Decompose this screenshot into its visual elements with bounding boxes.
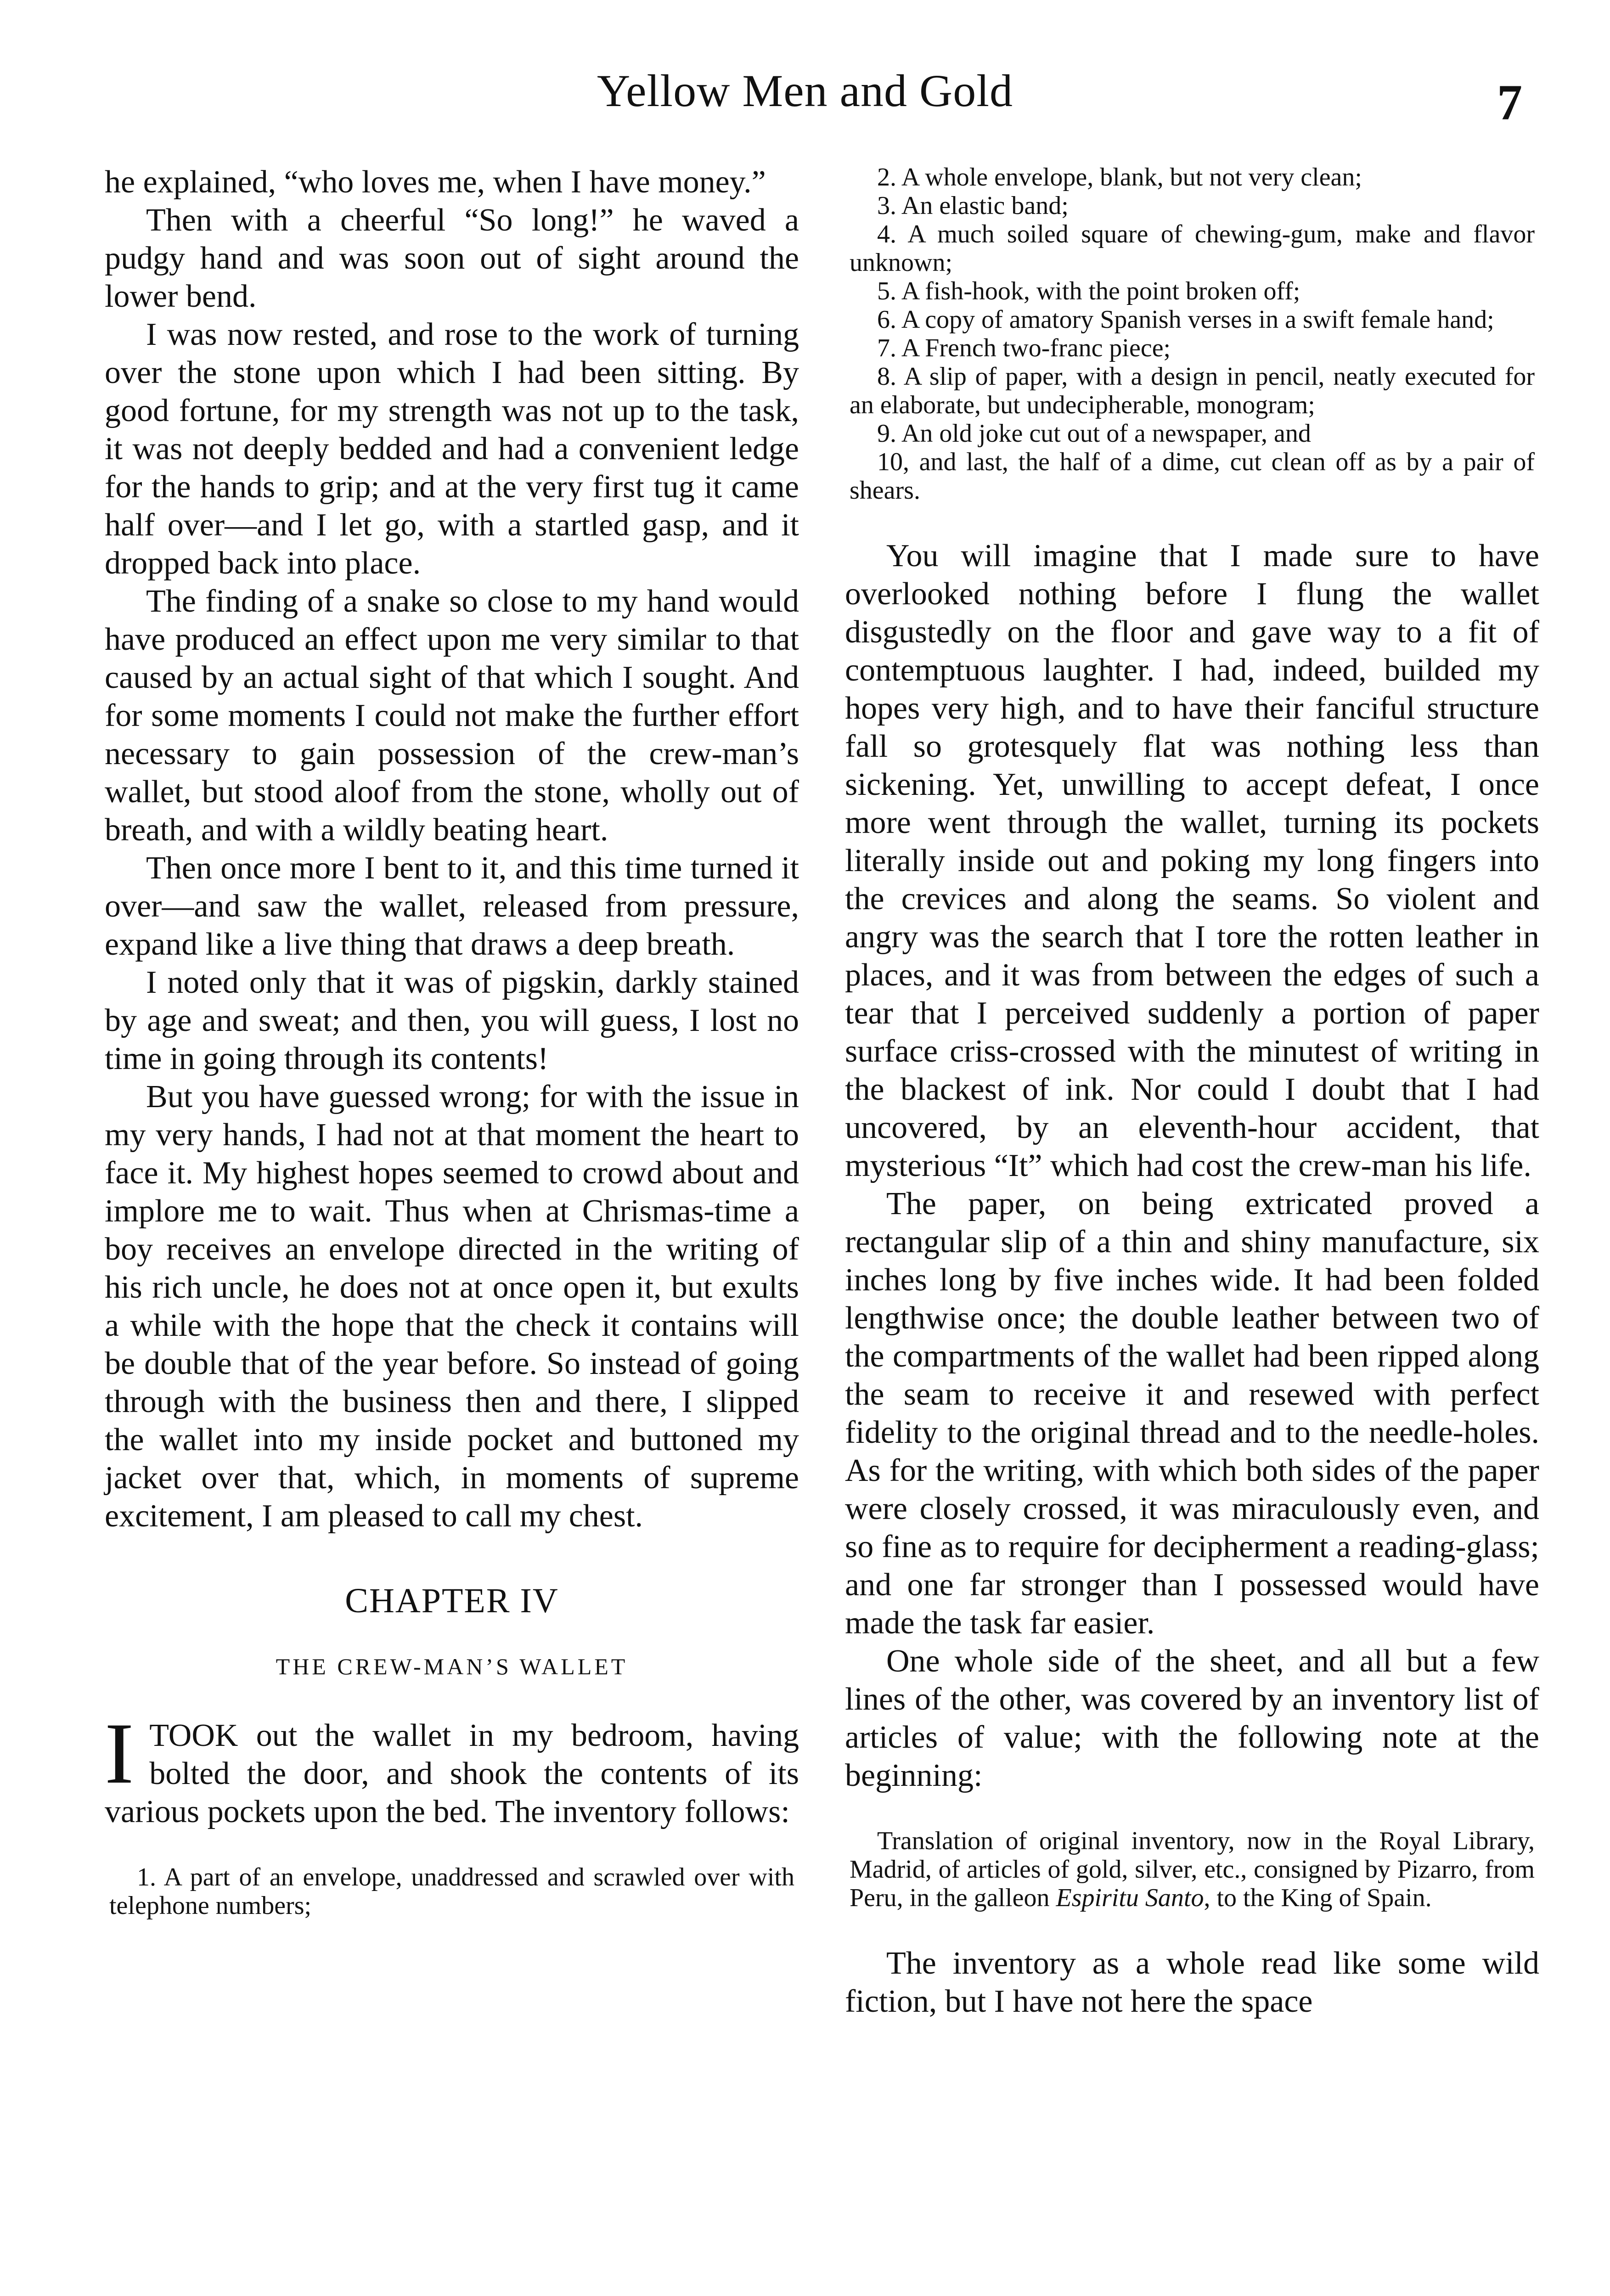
translation-note-text (850, 1827, 1535, 1912)
inventory-item: 7. A French two-franc piece; (877, 334, 1171, 362)
paragraph: One whole side of the sheet, and all but a few lines of the other, was covered by an inventory list of articles of value; with the following note at the beginning: (845, 1643, 1539, 1793)
translation-note (845, 1827, 1539, 1912)
paragraph: Then with a cheerful “So long!” he waved a pudgy hand and was soon out of sight around the lower bend. (105, 203, 799, 314)
paragraph: I noted only that it was of pigskin, darkly stained by age and sweat; and then, you will guess, I lost no time in going through its contents! (105, 965, 799, 1076)
inventory-item: 9. An old joke cut out of a newspaper, and (877, 419, 1311, 448)
inventory-item: 1. A part of an envelope, unaddressed and scrawled over with telephone numbers; (109, 1863, 794, 1920)
inventory-list (845, 163, 1539, 505)
drop-cap: I (105, 1705, 134, 1802)
chapter-subtitle: THE CREW-MAN’S WALLET (276, 1654, 628, 1679)
paragraph: The finding of a snake so close to my hand would have produced an effect upon me very similar to that caused by an actual sight of that which I sought. And for some moments I could not make the further effort necessary to gain possession of the crew-man’s wallet, but stood aloof from the stone, wholly out of breath, and with a wildly beating heart. (105, 584, 799, 848)
translation-note-start: Translation of original inventory, now in the Royal Library, Madrid, of articles of gold, silver, etc., consigned by Pizarro, from Peru, in the galleon (850, 1827, 1535, 1912)
inventory-item: 3. An elastic band; (877, 191, 1069, 220)
paragraph: I was now rested, and rose to the work of turning over the stone upon which I had been sitting. By good fortune, for my strength was not up to the task, it was not deeply bedded and had a convenient ledge for the hands to grip; and at the very first tug it came half over—and I let go, with a startled gasp, and it dropped back into place. (105, 317, 799, 581)
paragraph: Then once more I bent to it, and this time turned it over—and saw the wallet, released from pressure, expand like a live thing that draws a deep breath. (105, 850, 799, 962)
chapter-opening-paragraph (105, 1705, 799, 1831)
inventory-list-start (105, 1863, 799, 1920)
paragraph: The inventory as a whole read like some wild fiction, but I have not here the space (845, 1946, 1539, 2019)
inventory-item: 5. A fish-hook, with the point broken off; (877, 277, 1300, 305)
galleon-name: Espiritu Santo (1056, 1884, 1204, 1912)
inventory-item: 4. A much soiled square of chewing-gum, make and flavor unknown; (850, 220, 1535, 277)
chapter-opening-text: TOOK out the wallet in my bedroom, having bolted the door, and shook the contents of its various pockets upon the bed. The inventory follows: (105, 1718, 799, 1829)
inventory-item: 8. A slip of paper, with a design in pencil, neatly executed for an elaborate, but undecipherable, monogram; (850, 362, 1535, 419)
right-column (845, 163, 1539, 2020)
chapter-heading: CHAPTER IV (345, 1581, 559, 1620)
left-column (105, 163, 799, 1920)
inventory-item: 10, and last, the half of a dime, cut clean off as by a pair of shears. (850, 448, 1535, 505)
paragraph: You will imagine that I made sure to have overlooked nothing before I flung the wallet disgustedly on the floor and gave way to a fit of contemptuous laughter. I had, indeed, builded my hopes very high, and to have their fanciful structure fall so grotesquely flat was nothing less than sickening. Yet, unwilling to accept defeat, I once more went through the wallet, turning its pockets literally inside out and poking my long fingers into the crevices and along the seams. So violent and angry was the search that I tore the rotten leather in places, and it was from between the edges of such a tear that I perceived suddenly a portion of paper surface criss-crossed with the minutest of writing in the blackest of ink. Nor could I doubt that I had uncovered, by an eleventh-hour accident, that mysterious “It” which had cost the crew-man his life. (845, 538, 1539, 1183)
page-number: 7 (1497, 74, 1522, 130)
translation-note-end: , to the King of Spain. (1204, 1884, 1432, 1912)
paragraph: The paper, on being extricated proved a rectangular slip of a thin and shiny manufacture, six inches long by five inches wide. It had been folded lengthwise once; the double leather between two of the compartments of the wallet had been ripped along the seam to receive it and resewed with perfect fidelity to the original thread and to the needle-holes. As for the writing, with which both sides of the paper were closely crossed, it was miraculously even, and so fine as to require for decipherment a reading-glass; and one far stronger than I possessed would have made the task far easier. (845, 1186, 1539, 1641)
running-header-title: Yellow Men and Gold (597, 65, 1013, 116)
inventory-item: 6. A copy of amatory Spanish verses in a swift female hand; (877, 305, 1494, 334)
inventory-item: 2. A whole envelope, blank, but not very clean; (877, 163, 1362, 191)
paragraph: But you have guessed wrong; for with the issue in my very hands, I had not at that moment the heart to face it. My highest hopes seemed to crowd about and implore me to wait. Thus when at Chrismas-time a boy receives an envelope directed in the writing of his rich uncle, he does not at once open it, but exults a while with the hope that the check it contains will be double that of the year before. So instead of going through with the business then and there, I slipped the wallet into my inside pocket and buttoned my jacket over that, which, in moments of supreme excitement, I am pleased to call my chest. (105, 1079, 799, 1534)
paragraph: he explained, “who loves me, when I have money.” (105, 164, 766, 200)
